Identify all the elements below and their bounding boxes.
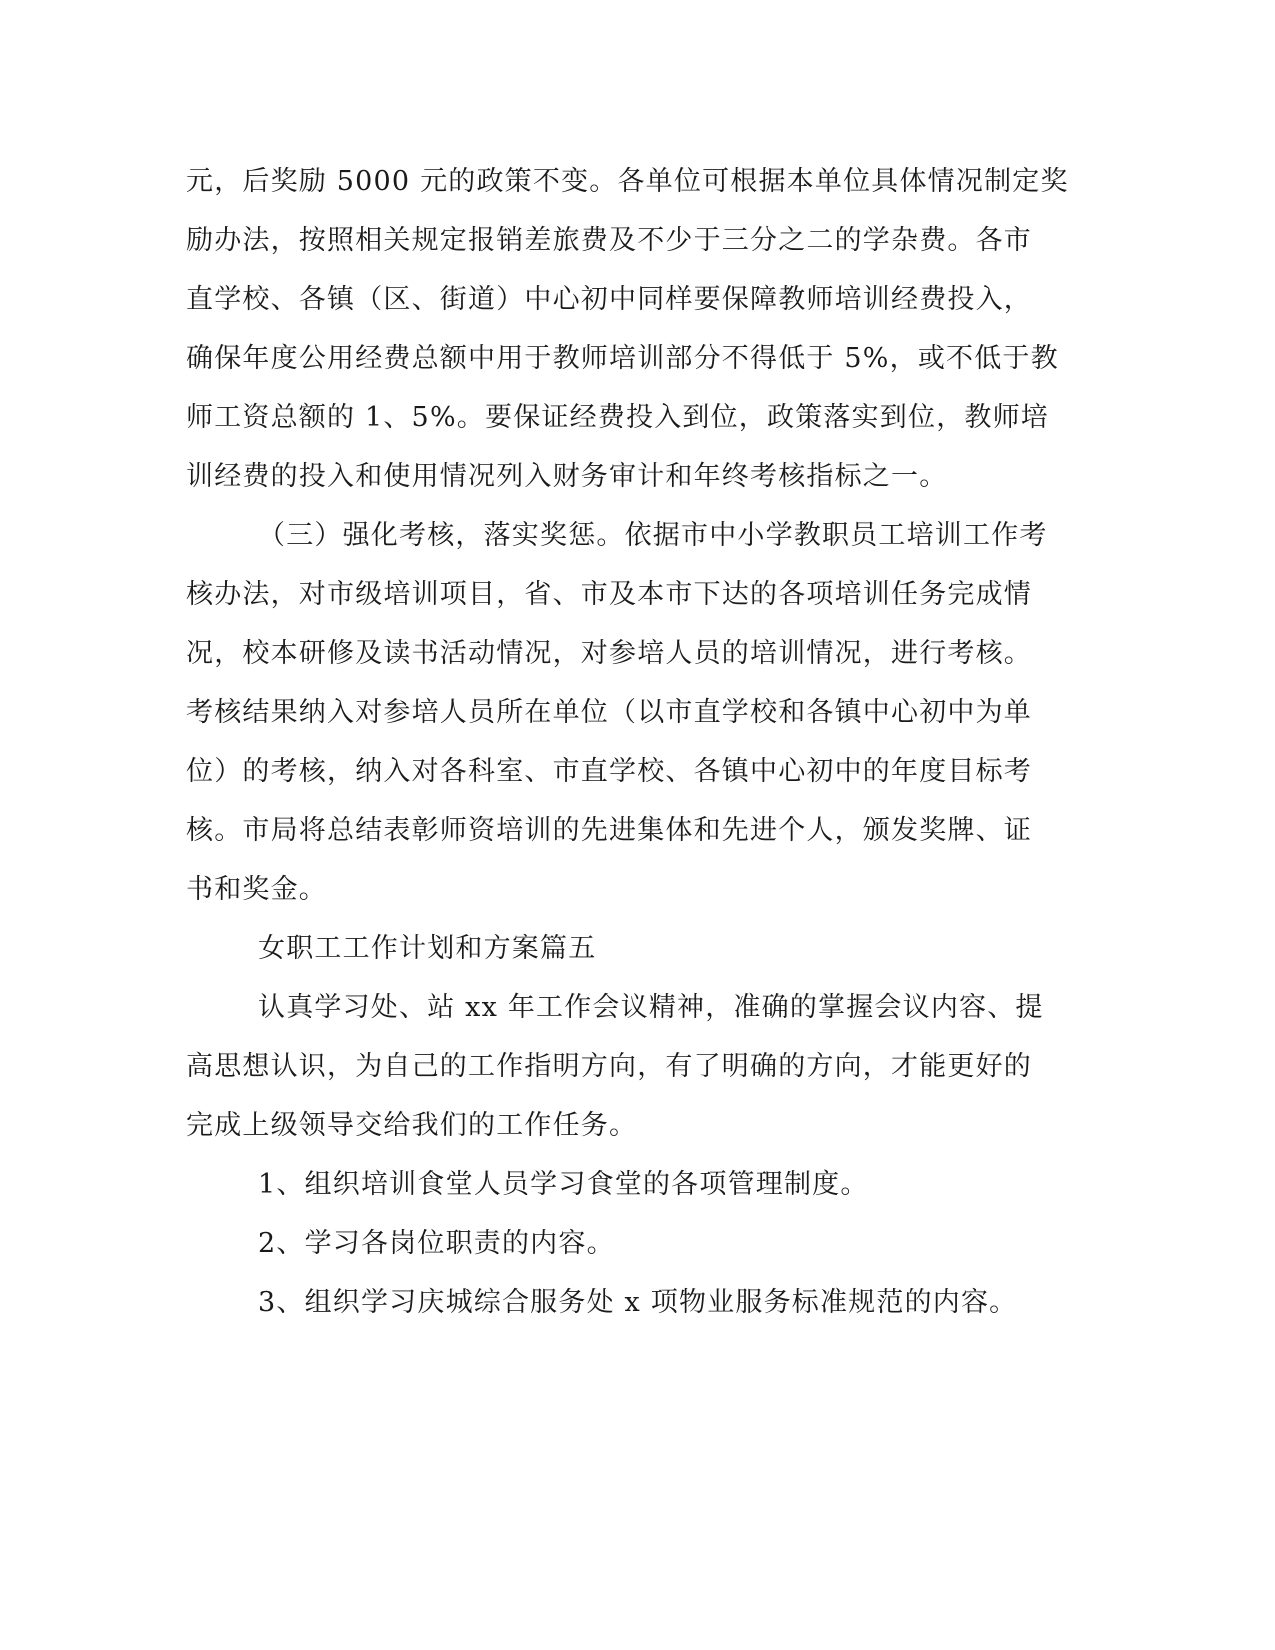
text-line: 完成上级领导交给我们的工作任务。	[186, 1110, 638, 1141]
text-line: 认真学习处、站 xx 年工作会议精神，准确的掌握会议内容、提	[258, 992, 1044, 1023]
text-line: 师工资总额的 1、5%。要保证经费投入到位，政策落实到位，教师培	[186, 402, 1049, 433]
section-heading: 女职工工作计划和方案篇五	[258, 933, 597, 964]
text-line: 核。市局将总结表彰师资培训的先进集体和先进个人，颁发奖牌、证	[186, 815, 1032, 846]
list-item: 3、组织学习庆城综合服务处 x 项物业服务标准规范的内容。	[258, 1287, 1018, 1318]
text-line: 元，后奖励 5000 元的政策不变。各单位可根据本单位具体情况制定奖	[186, 166, 1069, 197]
list-item: 1、组织培训食堂人员学习食堂的各项管理制度。	[258, 1169, 869, 1200]
text-line: 况，校本研修及读书活动情况，对参培人员的培训情况，进行考核。	[186, 638, 1032, 669]
list-item: 2、学习各岗位职责的内容。	[258, 1228, 615, 1259]
text-line: 励办法，按照相关规定报销差旅费及不少于三分之二的学杂费。各市	[186, 225, 1032, 256]
text-line: 考核结果纳入对参培人员所在单位（以市直学校和各镇中心初中为单	[186, 697, 1032, 728]
text-line: 训经费的投入和使用情况列入财务审计和年终考核指标之一。	[186, 461, 948, 492]
text-line: 位）的考核，纳入对各科室、市直学校、各镇中心初中的年度目标考	[186, 756, 1032, 787]
text-line: 直学校、各镇（区、街道）中心初中同样要保障教师培训经费投入，	[186, 284, 1032, 315]
text-line: （三）强化考核，落实奖惩。依据市中小学教职员工培训工作考	[258, 520, 1048, 551]
text-line: 确保年度公用经费总额中用于教师培训部分不得低于 5%，或不低于教	[186, 343, 1059, 374]
text-line: 书和奖金。	[186, 874, 327, 905]
text-line: 核办法，对市级培训项目，省、市及本市下达的各项培训任务完成情	[186, 579, 1032, 610]
text-line: 高思想认识，为自己的工作指明方向，有了明确的方向，才能更好的	[186, 1051, 1032, 1082]
